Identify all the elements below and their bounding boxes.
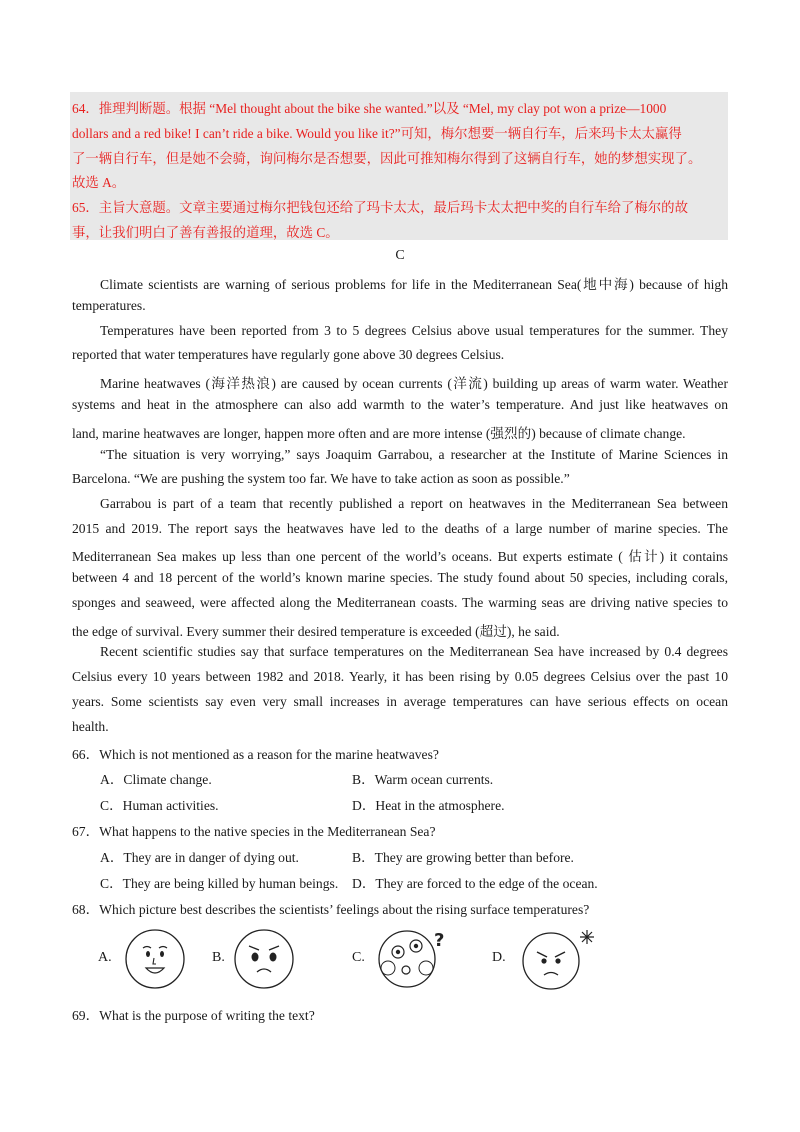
question-66-option-a: A．Climate change. [100,772,212,787]
passage-line: land, marine heatwaves are longer, happen more often and are more intense (强烈的) because of climate change. [72,426,686,441]
section-label: C [395,248,405,263]
question-68-option-b: B. [212,950,225,965]
question-67-stem: 67．What happens to the native species in the Mediterranean Sea? [72,824,436,839]
question-67-option-d: D．They are forced to the edge of the ocean. [352,876,598,891]
passage-line: Marine heatwaves (海洋热浪) are caused by ocean currents (洋流) building up areas of warm water. Weather [100,376,728,391]
question-67-option-c: C．They are being killed by human beings. [100,876,339,891]
angry-face-icon [520,928,600,990]
question-67-option-b: B．They are growing better than before. [352,850,574,865]
sad-face-icon [233,928,295,990]
answer-line: 65．主旨大意题。文章主要通过梅尔把钱包还给了玛卡太太，最后玛卡太太把中奖的自行车给了梅尔的故 [72,200,688,215]
question-67-option-a: A．They are in danger of dying out. [100,850,299,865]
passage-line: temperatures. [72,298,146,313]
question-66-stem: 66．Which is not mentioned as a reason for the marine heatwaves? [72,747,439,762]
question-69-stem: 69．What is the purpose of writing the text? [72,1008,315,1023]
passage-line: sponges and seaweed, were affected along the Mediterranean coasts. The warming seas are driving native species to [72,595,728,610]
question-68-option-a: A. [98,950,112,965]
passage-line: Mediterranean Sea makes up less than one percent of the world’s oceans. But experts estimate ( 估计) it contains [72,549,728,564]
passage-line: between 4 and 18 percent of the world’s known marine species. The study found about 50 species, including corals, [72,570,728,585]
passage-line: years. Some scientists say even very small increases in average temperatures can have serious effects on ocean [72,694,728,709]
passage-line: “The situation is very worrying,” says Joaquim Garrabou, a researcher at the Institute of Marine Sciences in [100,447,728,462]
answer-line: 故选 A。 [72,175,126,190]
passage-line: Garrabou is part of a team that recently published a report on heatwaves in the Mediterranean Sea between [100,496,728,511]
answer-line: dollars and a red bike! I can’t ride a bike. Would you like it?”可知，梅尔想要一辆自行车，后来玛卡太太赢得 [72,126,682,141]
passage-line: reported that water temperatures have regularly gone above 30 degrees Celsius. [72,347,505,362]
svg-text:?: ? [434,930,445,951]
passage-line: health. [72,719,109,734]
question-68-stem: 68．Which picture best describes the scientists’ feelings about the rising surface temperatures? [72,902,590,917]
answer-line: 64．推理判断题。根据 “Mel thought about the bike she wanted.”以及 “Mel, my clay pot won a prize—1000 [72,101,667,116]
passage-line: Celsius every 10 years between 1982 and 2018. Yearly, it has been rising by 0.05 degrees Celsius over the past 10 [72,669,728,684]
answer-line: 了一辆自行车，但是她不会骑，询问梅尔是否想要，因此可推知梅尔得到了这辆自行车，她的梦想实现了。 [72,151,702,166]
happy-face-icon [124,928,186,990]
passage-line: Barcelona. “We are pushing the system too far. We have to take action as soon as possible.” [72,471,570,486]
passage-line: Climate scientists are warning of serious problems for life in the Mediterranean Sea(地中海) because of high [100,277,728,292]
passage-line: Temperatures have been reported from 3 to 5 degrees Celsius above usual temperatures for the summer. They [100,323,728,338]
question-66-option-c: C．Human activities. [100,798,219,813]
answer-line: 事，让我们明白了善有善报的道理，故选 C。 [72,225,339,240]
question-68-option-c: C. [352,950,365,965]
passage-line: the edge of survival. Every summer their desired temperature is exceeded (超过), he said. [72,624,560,639]
passage-line: 2015 and 2019. The report says the heatwaves have led to the deaths of a large number of marine species. The [72,521,728,536]
question-66-option-b: B．Warm ocean currents. [352,772,494,787]
question-68-option-d: D. [492,950,506,965]
confused-face-icon [376,928,450,990]
passage-line: systems and heat in the atmosphere can also add warmth to the water’s temperature. And just like heatwaves on [72,397,728,412]
question-66-option-d: D．Heat in the atmosphere. [352,798,505,813]
passage-line: Recent scientific studies say that surface temperatures on the Mediterranean Sea have increased by 0.4 degrees [100,644,728,659]
